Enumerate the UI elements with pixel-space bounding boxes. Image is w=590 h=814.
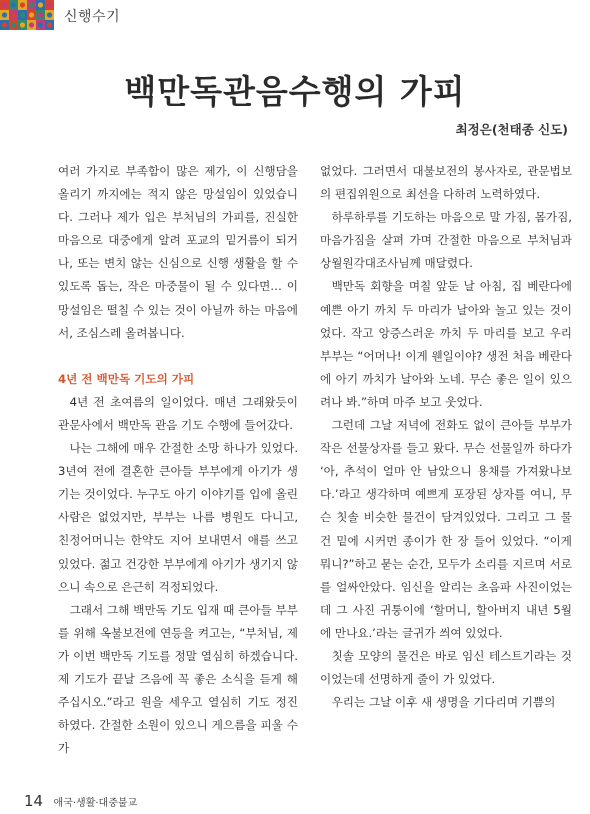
section-subheading: 4년 전 백만독 기도의 가피 bbox=[58, 371, 195, 386]
pattern-dot bbox=[29, 22, 34, 27]
pattern-dot bbox=[2, 12, 7, 17]
corner-decoration bbox=[0, 0, 54, 30]
body-paragraph: 그래서 그해 백만독 기도 입재 때 큰아들 부부를 위해 옥불보전에 연등을 켜고는, “부처님, 제가 이번 백만독 기도를 정말 열심히 하겠습니다. 제 기도가 끝날 즈음에 꼭 좋은 소식을 듣게 해 주십시오.”라고 원을 세우고 열심히 기도 정진하였다. 간절한 소원이 있으니 게으름을 피울 수가 bbox=[58, 602, 298, 756]
spacer bbox=[58, 345, 298, 368]
intro-paragraph: 여러 가지로 부족함이 많은 제가, 이 신행담을 올리기 까지에는 적지 않은 망설임이 있었습니다. 그러나 제가 입은 부처님의 가피를, 진실한 마음으로 대중에게 알려 포교의 밑거름이 되거나, 또는 변치 않는 신심으로 신행 생활을 할 수 있도록 돕는, 작은 마중물이 될 수 있다면… 이 망설임은 떨칠 수 있는 것이 아닐까 하는 마음에서, 조심스레 올려봅니다. bbox=[58, 164, 298, 340]
body-paragraph: 하루하루를 기도하는 마음으로 말 가짐, 몸가짐, 마음가짐을 살펴 가며 간절한 마음으로 부처님과 상월원각대조사님께 매달렸다. bbox=[320, 210, 572, 271]
article-title: 백만독관음수행의 가피 bbox=[124, 72, 466, 112]
author-byline: 최정은(천태종 신도) bbox=[455, 122, 568, 137]
pattern-dot bbox=[11, 22, 16, 27]
pattern-dot bbox=[47, 22, 52, 27]
pattern-dot bbox=[29, 12, 34, 17]
left-column bbox=[58, 160, 298, 760]
pattern-dot bbox=[20, 2, 25, 7]
body-paragraph: 없었다. 그러면서 대불보전의 봉사자로, 관문법보의 편집위원으로 최선을 다하려 노력하였다. bbox=[320, 164, 572, 202]
magazine-name: 애국·생활·대중불교 bbox=[53, 798, 138, 809]
right-column bbox=[320, 160, 572, 714]
body-paragraph: 4년 전 초여름의 일이었다. 매년 그래왔듯이 관문사에서 백만독 관음 기도 수행에 들어갔다. bbox=[58, 394, 298, 432]
pattern-dot bbox=[47, 2, 52, 7]
body-paragraph: 우리는 그날 이후 새 생명을 기다리며 기쁨의 bbox=[331, 695, 556, 710]
pattern-dot bbox=[20, 12, 25, 17]
pattern-dot bbox=[20, 22, 25, 27]
pattern-dot bbox=[11, 2, 16, 7]
section-label: 신행수기 bbox=[64, 9, 121, 25]
pattern-dot bbox=[2, 22, 7, 27]
body-paragraph: 나는 그해에 매우 간절한 소망 하나가 있었다. 3년여 전에 결혼한 큰아들 부부에게 아기가 생기는 것이었다. 누구도 아기 이야기를 입에 올린 사람은 없었지만, 부부는 나름 병원도 다니고, 친정어머니는 한약도 지어 보내면서 애를 쓰고 있었다. 젊고 건강한 부부에게 아기가 생기지 않으니 속으로 은근히 걱정되었다. bbox=[58, 441, 298, 594]
pattern-dot bbox=[2, 2, 7, 7]
page-number: 14 bbox=[24, 792, 44, 810]
pattern-dot bbox=[29, 2, 34, 7]
pattern-dot bbox=[38, 12, 43, 17]
pattern-icon bbox=[0, 0, 54, 30]
page-footer bbox=[24, 792, 137, 810]
pattern-dot bbox=[47, 12, 52, 17]
pattern-dot bbox=[38, 2, 43, 7]
pattern-dot bbox=[11, 12, 16, 17]
body-paragraph: 그런데 그날 저녁에 전화도 없이 큰아들 부부가 작은 선물상자를 들고 왔다. 무슨 선물일까 하다가 ‘아, 추석이 얼마 안 남았으니 용채를 가져왔나보다.’라고 생각하며 예쁘게 포장된 상자를 여니, 무슨 칫솔 비슷한 물건이 담겨있었다. 그리고 그 물건 밑에 시커먼 종이가 한 장 들어 있었다. “이게 뭐니?”하고 묻는 순간, 모두가 소리를 지르며 서로를 얼싸안았다. 임신을 알리는 초음파 사진이었는데 그 사진 귀퉁이에 ‘할머니, 할아버지 내년 5월에 만나요.’라는 글귀가 씌여 있었다. bbox=[320, 418, 572, 640]
pattern-dot bbox=[38, 22, 43, 27]
body-paragraph: 백만독 회향을 며칠 앞둔 날 아침, 집 베란다에 예쁜 아기 까치 두 마리가 날아와 놀고 있는 것이었다. 작고 앙증스러운 까치 두 마리를 보고 우리 부부는 “어머나! 이게 웬일이야? 생전 처음 베란다에 아기 까치가 날아와 노네. 무슨 좋은 일이 있으려나 봐.”하며 마주 보고 웃었다. bbox=[320, 279, 572, 409]
body-paragraph: 칫솔 모양의 물건은 바로 임신 테스트기라는 것이었는데 선명하게 줄이 가 있었다. bbox=[320, 648, 572, 687]
